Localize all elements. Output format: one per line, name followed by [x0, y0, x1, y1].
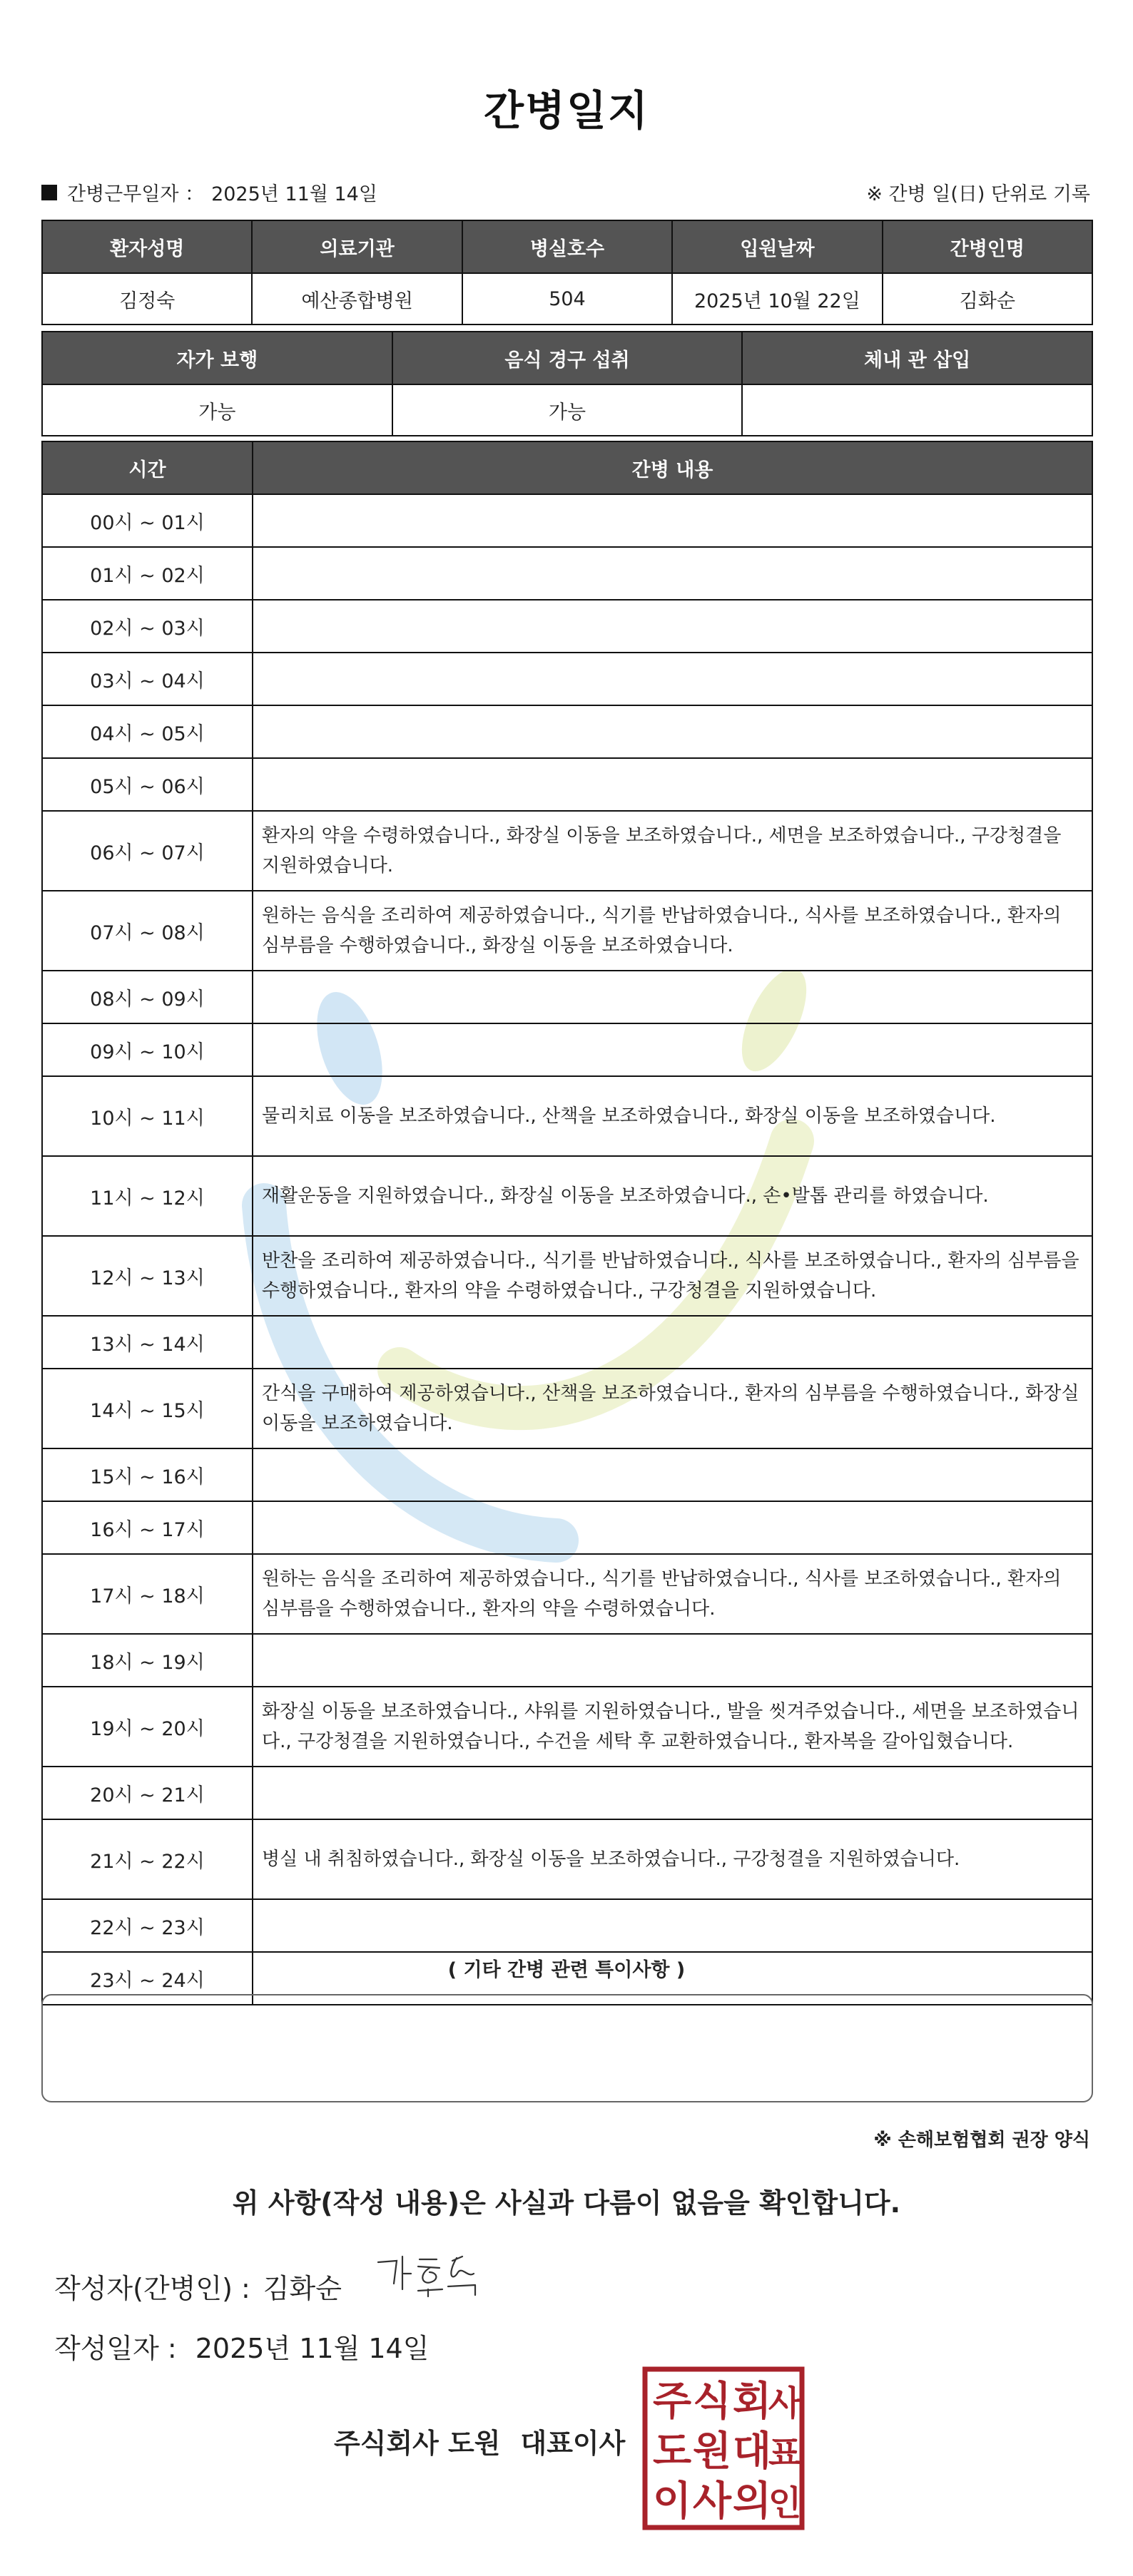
svg-text:도: 도: [652, 2428, 692, 2475]
square-bullet-icon: [41, 185, 57, 200]
log-row: [42, 1316, 1092, 1369]
log-time-cell: 14시 ~ 15시: [42, 1369, 253, 1448]
special-notes-box: [41, 1994, 1093, 2102]
log-content-cell: [253, 547, 1092, 600]
svg-text:주: 주: [652, 2378, 692, 2425]
log-time-cell: 18시 ~ 19시: [42, 1634, 253, 1687]
log-time-cell: 16시 ~ 17시: [42, 1501, 253, 1554]
confirmation-statement: 위 사항(작성 내용)은 사실과 다름이 없음을 확인합니다.: [232, 2187, 901, 2219]
log-time-cell: 23시 ~ 24시: [42, 1952, 253, 2005]
log-time-cell: 05시 ~ 06시: [42, 758, 253, 811]
log-row: [42, 600, 1092, 653]
log-time-cell: 08시 ~ 09시: [42, 971, 253, 1023]
log-row: [42, 494, 1092, 547]
log-content-cell: 병실 내 취침하였습니다., 화장실 이동을 보조하였습니다., 구강청결을 지원하였습니다.: [253, 1819, 1092, 1899]
log-time-cell: 07시 ~ 08시: [42, 891, 253, 971]
svg-text:회: 회: [732, 2378, 772, 2425]
status-value-row: [42, 384, 1092, 436]
company-title: 대표이사: [520, 2428, 626, 2459]
log-content-cell: 원하는 음식을 조리하여 제공하였습니다., 식기를 반납하였습니다., 식사를 보조하였습니다., 환자의 심부름을 수행하였습니다., 환자의 약을 수령하였습니다.: [253, 1554, 1092, 1634]
log-row: [42, 1634, 1092, 1687]
header-tube-insertion: 체내 관 삽입: [742, 332, 1092, 384]
log-content-cell: 화장실 이동을 보조하였습니다., 샤워를 지원하였습니다., 발을 씻겨주었습니다., 세면을 보조하였습니다., 구강청결을 지원하였습니다., 수건을 세탁 후 교환하였습니다., 환자복을 갈아입혔습니다.: [253, 1687, 1092, 1767]
log-time-cell: 06시 ~ 07시: [42, 811, 253, 891]
log-row: [42, 1819, 1092, 1899]
special-notes-title: ( 기타 간병 관련 특이사항 ): [447, 1959, 686, 1981]
svg-text:표: 표: [768, 2433, 802, 2473]
log-content-cell: [253, 653, 1092, 705]
log-row: [42, 547, 1092, 600]
log-row: [42, 758, 1092, 811]
header-room: 병실호수: [462, 220, 672, 273]
svg-text:의: 의: [732, 2478, 772, 2525]
log-row: [42, 653, 1092, 705]
log-row: [42, 1156, 1092, 1236]
svg-text:대: 대: [732, 2428, 772, 2475]
log-row: [42, 1899, 1092, 1952]
oral-intake-value: 가능: [392, 384, 743, 436]
patient-info-table: [41, 220, 1093, 325]
log-row: [42, 1767, 1092, 1819]
log-content-cell: [253, 971, 1092, 1023]
log-content-cell: 원하는 음식을 조리하여 제공하였습니다., 식기를 반납하였습니다., 식사를 보조하였습니다., 환자의 심부름을 수행하였습니다., 화장실 이동을 보조하였습니다.: [253, 891, 1092, 971]
log-time-cell: 00시 ~ 01시: [42, 494, 253, 547]
log-row: [42, 891, 1092, 971]
log-time-cell: 11시 ~ 12시: [42, 1156, 253, 1236]
log-content-cell: [253, 1501, 1092, 1554]
company-signature-line: [334, 2421, 625, 2460]
written-date-value: 2025년 11월 14일: [195, 2333, 430, 2364]
log-time-cell: 17시 ~ 18시: [42, 1554, 253, 1634]
log-row: [42, 971, 1092, 1023]
log-row: [42, 1687, 1092, 1767]
work-date-label: 간병근무일자 ：: [67, 183, 205, 205]
written-date-row: [54, 2326, 429, 2366]
log-content-cell: [253, 758, 1092, 811]
log-row: [42, 1554, 1092, 1634]
handwritten-signature: [368, 2247, 497, 2304]
svg-text:식: 식: [692, 2378, 732, 2425]
svg-text:이: 이: [652, 2478, 692, 2525]
log-content-cell: [253, 1448, 1092, 1501]
admission-date: 2025년 10월 22일: [672, 273, 882, 324]
log-row: [42, 811, 1092, 891]
work-date-value: 2025년 11월 14일: [211, 183, 377, 205]
page-title: 간병일지: [483, 86, 650, 135]
tube-insertion-value: [742, 384, 1092, 436]
company-seal: [642, 2366, 805, 2530]
log-row: [42, 1501, 1092, 1554]
log-content-cell: [253, 705, 1092, 758]
header-care-content: 간병 내용: [253, 441, 1092, 494]
log-content-cell: [253, 1899, 1092, 1952]
writer-row: [54, 2266, 342, 2306]
log-time-cell: 12시 ~ 13시: [42, 1236, 253, 1316]
log-time-cell: 02시 ~ 03시: [42, 600, 253, 653]
log-row: [42, 1076, 1092, 1156]
svg-text:사: 사: [692, 2478, 732, 2525]
svg-text:원: 원: [692, 2428, 732, 2475]
svg-text:인: 인: [768, 2483, 802, 2523]
log-content-cell: 환자의 약을 수령하였습니다., 화장실 이동을 보조하였습니다., 세면을 보조하였습니다., 구강청결을 지원하였습니다.: [253, 811, 1092, 891]
log-content-cell: [253, 1316, 1092, 1369]
header-time: 시간: [42, 441, 253, 494]
log-content-cell: [253, 1023, 1092, 1076]
log-content-cell: [253, 1634, 1092, 1687]
log-row: [42, 1023, 1092, 1076]
work-date-row: [41, 178, 377, 206]
log-content-cell: [253, 494, 1092, 547]
patient-header-row: [42, 220, 1092, 273]
writer-name: 김화순: [263, 2273, 342, 2304]
log-content-cell: 재활운동을 지원하였습니다., 화장실 이동을 보조하였습니다., 손•발톱 관리를 하였습니다.: [253, 1156, 1092, 1236]
header-caregiver: 간병인명: [883, 220, 1092, 273]
log-time-cell: 04시 ~ 05시: [42, 705, 253, 758]
log-row: [42, 1236, 1092, 1316]
header-patient-name: 환자성명: [42, 220, 252, 273]
hospital-name: 예산종합병원: [252, 273, 462, 324]
log-time-cell: 10시 ~ 11시: [42, 1076, 253, 1156]
company-name: 주식회사 도원: [334, 2428, 501, 2459]
log-content-cell: [253, 600, 1092, 653]
caregiver-name: 김화순: [883, 273, 1092, 324]
log-time-cell: 01시 ~ 02시: [42, 547, 253, 600]
log-time-cell: 22시 ~ 23시: [42, 1899, 253, 1952]
log-time-cell: 03시 ~ 04시: [42, 653, 253, 705]
patient-name: 김정숙: [42, 273, 252, 324]
svg-text:사: 사: [768, 2383, 802, 2423]
written-date-label: 작성일자 :: [54, 2333, 177, 2364]
unit-note: ※ 간병 일(日) 단위로 기록: [866, 183, 1090, 205]
log-header-row: [42, 441, 1092, 494]
room-number: 504: [462, 273, 672, 324]
log-time-cell: 13시 ~ 14시: [42, 1316, 253, 1369]
writer-label: 작성자(간병인) :: [54, 2273, 250, 2304]
form-source-note: ※ 손해보험협회 권장 양식: [873, 2130, 1090, 2151]
log-time-cell: 21시 ~ 22시: [42, 1819, 253, 1899]
status-header-row: [42, 332, 1092, 384]
log-content-cell: 반찬을 조리하여 제공하였습니다., 식기를 반납하였습니다., 식사를 보조하였습니다., 환자의 심부름을 수행하였습니다., 환자의 약을 수령하였습니다., 구강청결을 지원하였습니다.: [253, 1236, 1092, 1316]
care-log-table: [41, 441, 1093, 2005]
header-hospital: 의료기관: [252, 220, 462, 273]
header-self-walking: 자가 보행: [42, 332, 392, 384]
header-oral-intake: 음식 경구 섭취: [392, 332, 743, 384]
log-content-cell: [253, 1767, 1092, 1819]
log-time-cell: 19시 ~ 20시: [42, 1687, 253, 1767]
log-time-cell: 20시 ~ 21시: [42, 1767, 253, 1819]
log-content-cell: 간식을 구매하여 제공하였습니다., 산책을 보조하였습니다., 환자의 심부름을 수행하였습니다., 화장실 이동을 보조하였습니다.: [253, 1369, 1092, 1448]
patient-value-row: [42, 273, 1092, 324]
log-time-cell: 15시 ~ 16시: [42, 1448, 253, 1501]
patient-status-table: [41, 331, 1093, 436]
log-row: [42, 1448, 1092, 1501]
log-time-cell: 09시 ~ 10시: [42, 1023, 253, 1076]
log-row: [42, 1369, 1092, 1448]
log-row: [42, 705, 1092, 758]
header-admission-date: 입원날짜: [672, 220, 882, 273]
log-content-cell: 물리치료 이동을 보조하였습니다., 산책을 보조하였습니다., 화장실 이동을 보조하였습니다.: [253, 1076, 1092, 1156]
self-walking-value: 가능: [42, 384, 392, 436]
